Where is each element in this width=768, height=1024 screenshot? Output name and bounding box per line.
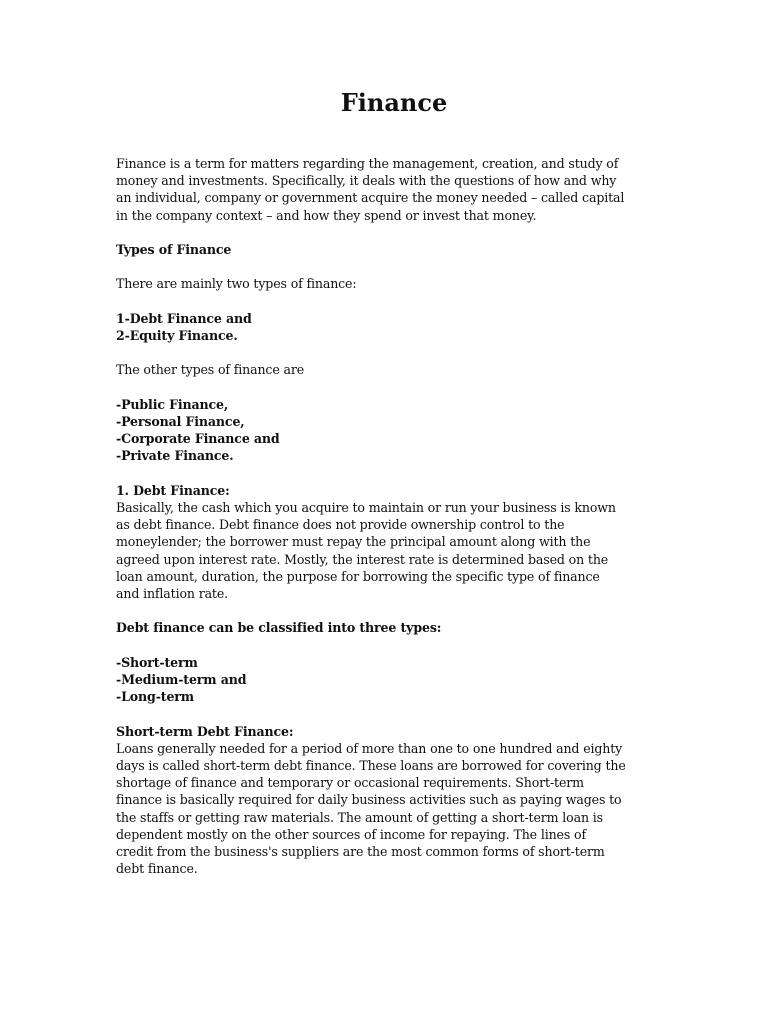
list-item: 1-Debt Finance and — [116, 310, 252, 326]
types-heading-text: Types of Finance — [116, 242, 232, 257]
list-item: -Corporate Finance and — [116, 431, 280, 447]
list-item: -Short-term — [116, 654, 198, 670]
other-types-intro-text: The other types of finance are — [116, 362, 305, 378]
short-term-body-line: days is called short-term debt finance. These loans are borrowed for covering the — [116, 757, 626, 773]
short-term-body-line: dependent mostly on the other sources of income for repaying. The lines of — [116, 826, 586, 842]
debt-types-list — [116, 654, 666, 706]
intro-line: money and investments. Specifically, it deals with the questions of how and why — [116, 173, 617, 189]
two-types-intro-text: There are mainly two types of finance: — [116, 276, 357, 292]
other-types-list — [116, 396, 666, 465]
list-item: -Private Finance. — [116, 448, 234, 464]
debt-body-line: moneylender; the borrower must repay the principal amount along with the — [116, 534, 591, 550]
debt-body-line: Basically, the cash which you acquire to maintain or run your business is known — [116, 499, 616, 515]
debt-body-line: loan amount, duration, the purpose for borrowing the specific type of finance — [116, 568, 600, 584]
document-body — [116, 155, 666, 895]
main-types-list — [116, 310, 666, 344]
classified-heading-text: Debt finance can be classified into three types: — [116, 620, 442, 636]
classified-heading — [116, 619, 666, 636]
list-item: -Medium-term and — [116, 671, 247, 687]
list-item: 2-Equity Finance. — [116, 327, 238, 343]
two-types-intro — [116, 275, 666, 292]
short-term-body-line: credit from the business's suppliers are the most common forms of short-term — [116, 843, 605, 859]
intro-line: in the company context – and how they spend or invest that money. — [116, 207, 537, 223]
short-term-body-line: finance is basically required for daily business activities such as paying wages to — [116, 792, 622, 808]
intro-line: an individual, company or government acquire the money needed – called capital — [116, 190, 625, 206]
page-title: Finance — [340, 88, 448, 117]
debt-finance-section — [116, 482, 666, 602]
short-term-body-line: the staffs or getting raw materials. The amount of getting a short-term loan is — [116, 809, 603, 825]
intro-line: Finance is a term for matters regarding the management, creation, and study of — [116, 156, 619, 171]
debt-body-line: as debt finance. Debt finance does not provide ownership control to the — [116, 517, 565, 533]
short-term-section — [116, 723, 666, 878]
types-heading — [116, 241, 666, 258]
other-types-intro — [116, 361, 666, 378]
short-term-body-line: shortage of finance and temporary or occasional requirements. Short-term — [116, 775, 584, 791]
debt-finance-heading: 1. Debt Finance: — [116, 482, 230, 498]
debt-body-line: agreed upon interest rate. Mostly, the interest rate is determined based on the — [116, 551, 609, 567]
list-item: -Personal Finance, — [116, 413, 245, 429]
short-term-heading: Short-term Debt Finance: — [116, 723, 294, 739]
list-item: -Public Finance, — [116, 396, 229, 412]
short-term-body-line: Loans generally needed for a period of more than one to one hundred and eighty — [116, 740, 623, 756]
debt-body-line: and inflation rate. — [116, 585, 229, 601]
list-item: -Long-term — [116, 689, 194, 705]
short-term-body-line: debt finance. — [116, 861, 198, 877]
intro-paragraph — [116, 155, 666, 224]
